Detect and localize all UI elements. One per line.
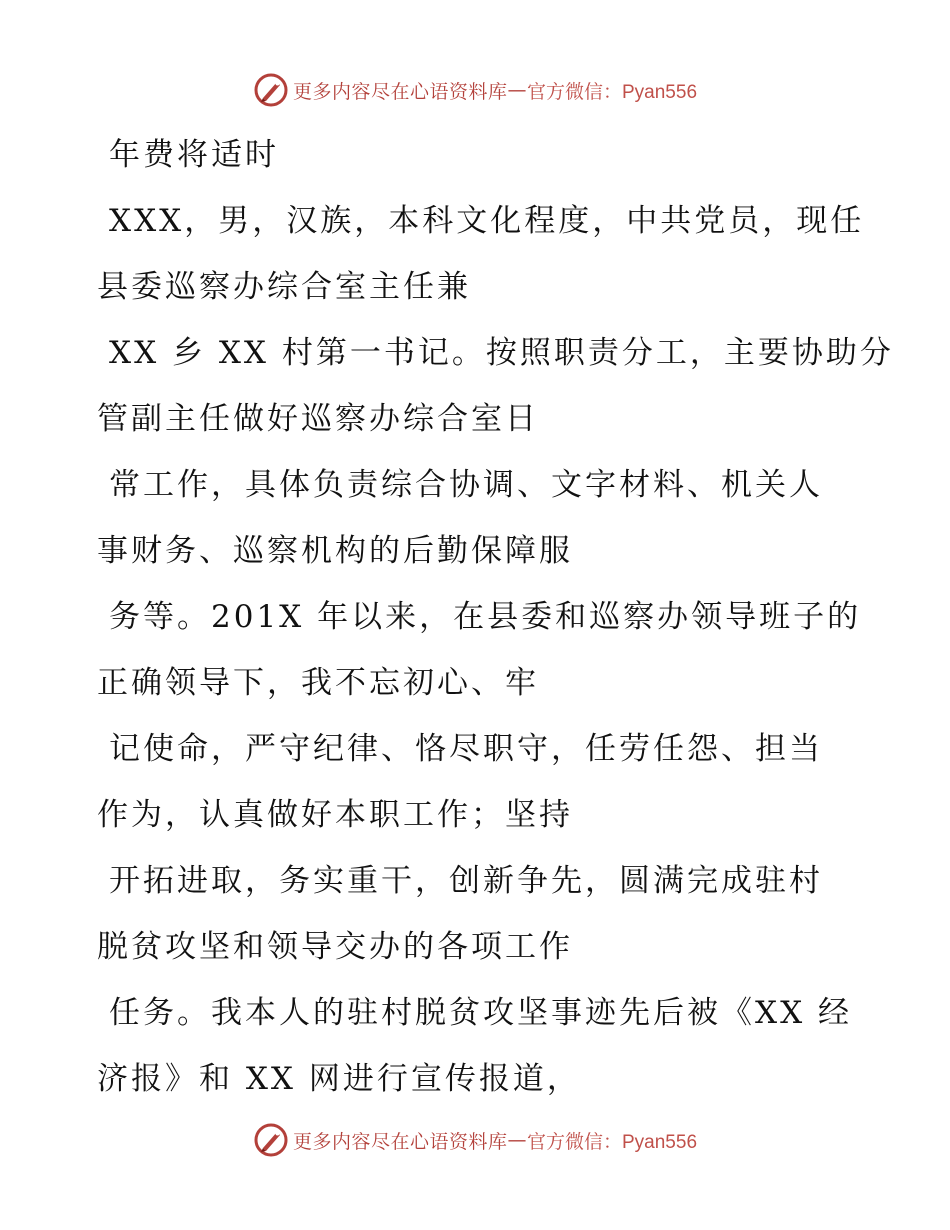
- paragraph: [97, 848, 857, 980]
- text-line: 事财务、巡察机构的后勤保障服: [97, 533, 573, 569]
- watermark-dash: —: [507, 1129, 527, 1151]
- text-line: 作为，认真做好本职工作；坚持: [97, 797, 573, 833]
- text-line: 脱贫攻坚和领导交办的各项工作: [97, 929, 573, 965]
- text-line: XXX，男，汉族，本科文化程度，中共党员，现任: [109, 203, 865, 239]
- watermark-dash: —: [507, 79, 527, 101]
- watermark-contact: 官方微信：Pyan556: [527, 81, 698, 103]
- text-line: 年费将适时: [109, 137, 279, 173]
- watermark-footer: [0, 1120, 950, 1160]
- watermark-header: [0, 70, 950, 110]
- paragraph: [97, 320, 894, 452]
- quill-pen-icon: [253, 72, 289, 108]
- text-line: 任务。我本人的驻村脱贫攻坚事迹先后被《XX 经: [109, 995, 852, 1031]
- text-line: 务等。201X 年以来，在县委和巡察办领导班子的: [109, 599, 862, 635]
- text-line: 常工作，具体负责综合协调、文字材料、机关人: [109, 467, 823, 503]
- text-line: 开拓进取，务实重干，创新争先，圆满完成驻村: [109, 863, 823, 899]
- document-body: [97, 122, 894, 1112]
- paragraph: [97, 188, 865, 320]
- paragraph: [97, 980, 857, 1112]
- text-line: 济报》和 XX 网进行宣传报道，: [97, 1061, 581, 1097]
- text-line: XX 乡 XX 村第一书记。按照职责分工，主要协助分: [109, 335, 894, 371]
- text-line: 县委巡察办综合室主任兼: [97, 269, 471, 305]
- paragraph: [97, 452, 857, 584]
- watermark-text: 更多内容尽在心语资料库: [292, 1130, 508, 1153]
- quill-pen-icon: [253, 1122, 289, 1158]
- paragraph: [97, 584, 862, 716]
- watermark-text: 更多内容尽在心语资料库: [292, 80, 508, 103]
- watermark-contact: 官方微信：Pyan556: [527, 1131, 698, 1153]
- paragraph: [97, 122, 857, 188]
- text-line: 记使命，严守纪律、恪尽职守，任劳任怨、担当: [109, 731, 823, 767]
- paragraph: [97, 716, 857, 848]
- text-line: 管副主任做好巡察办综合室日: [97, 401, 539, 437]
- text-line: 正确领导下，我不忘初心、牢: [97, 665, 539, 701]
